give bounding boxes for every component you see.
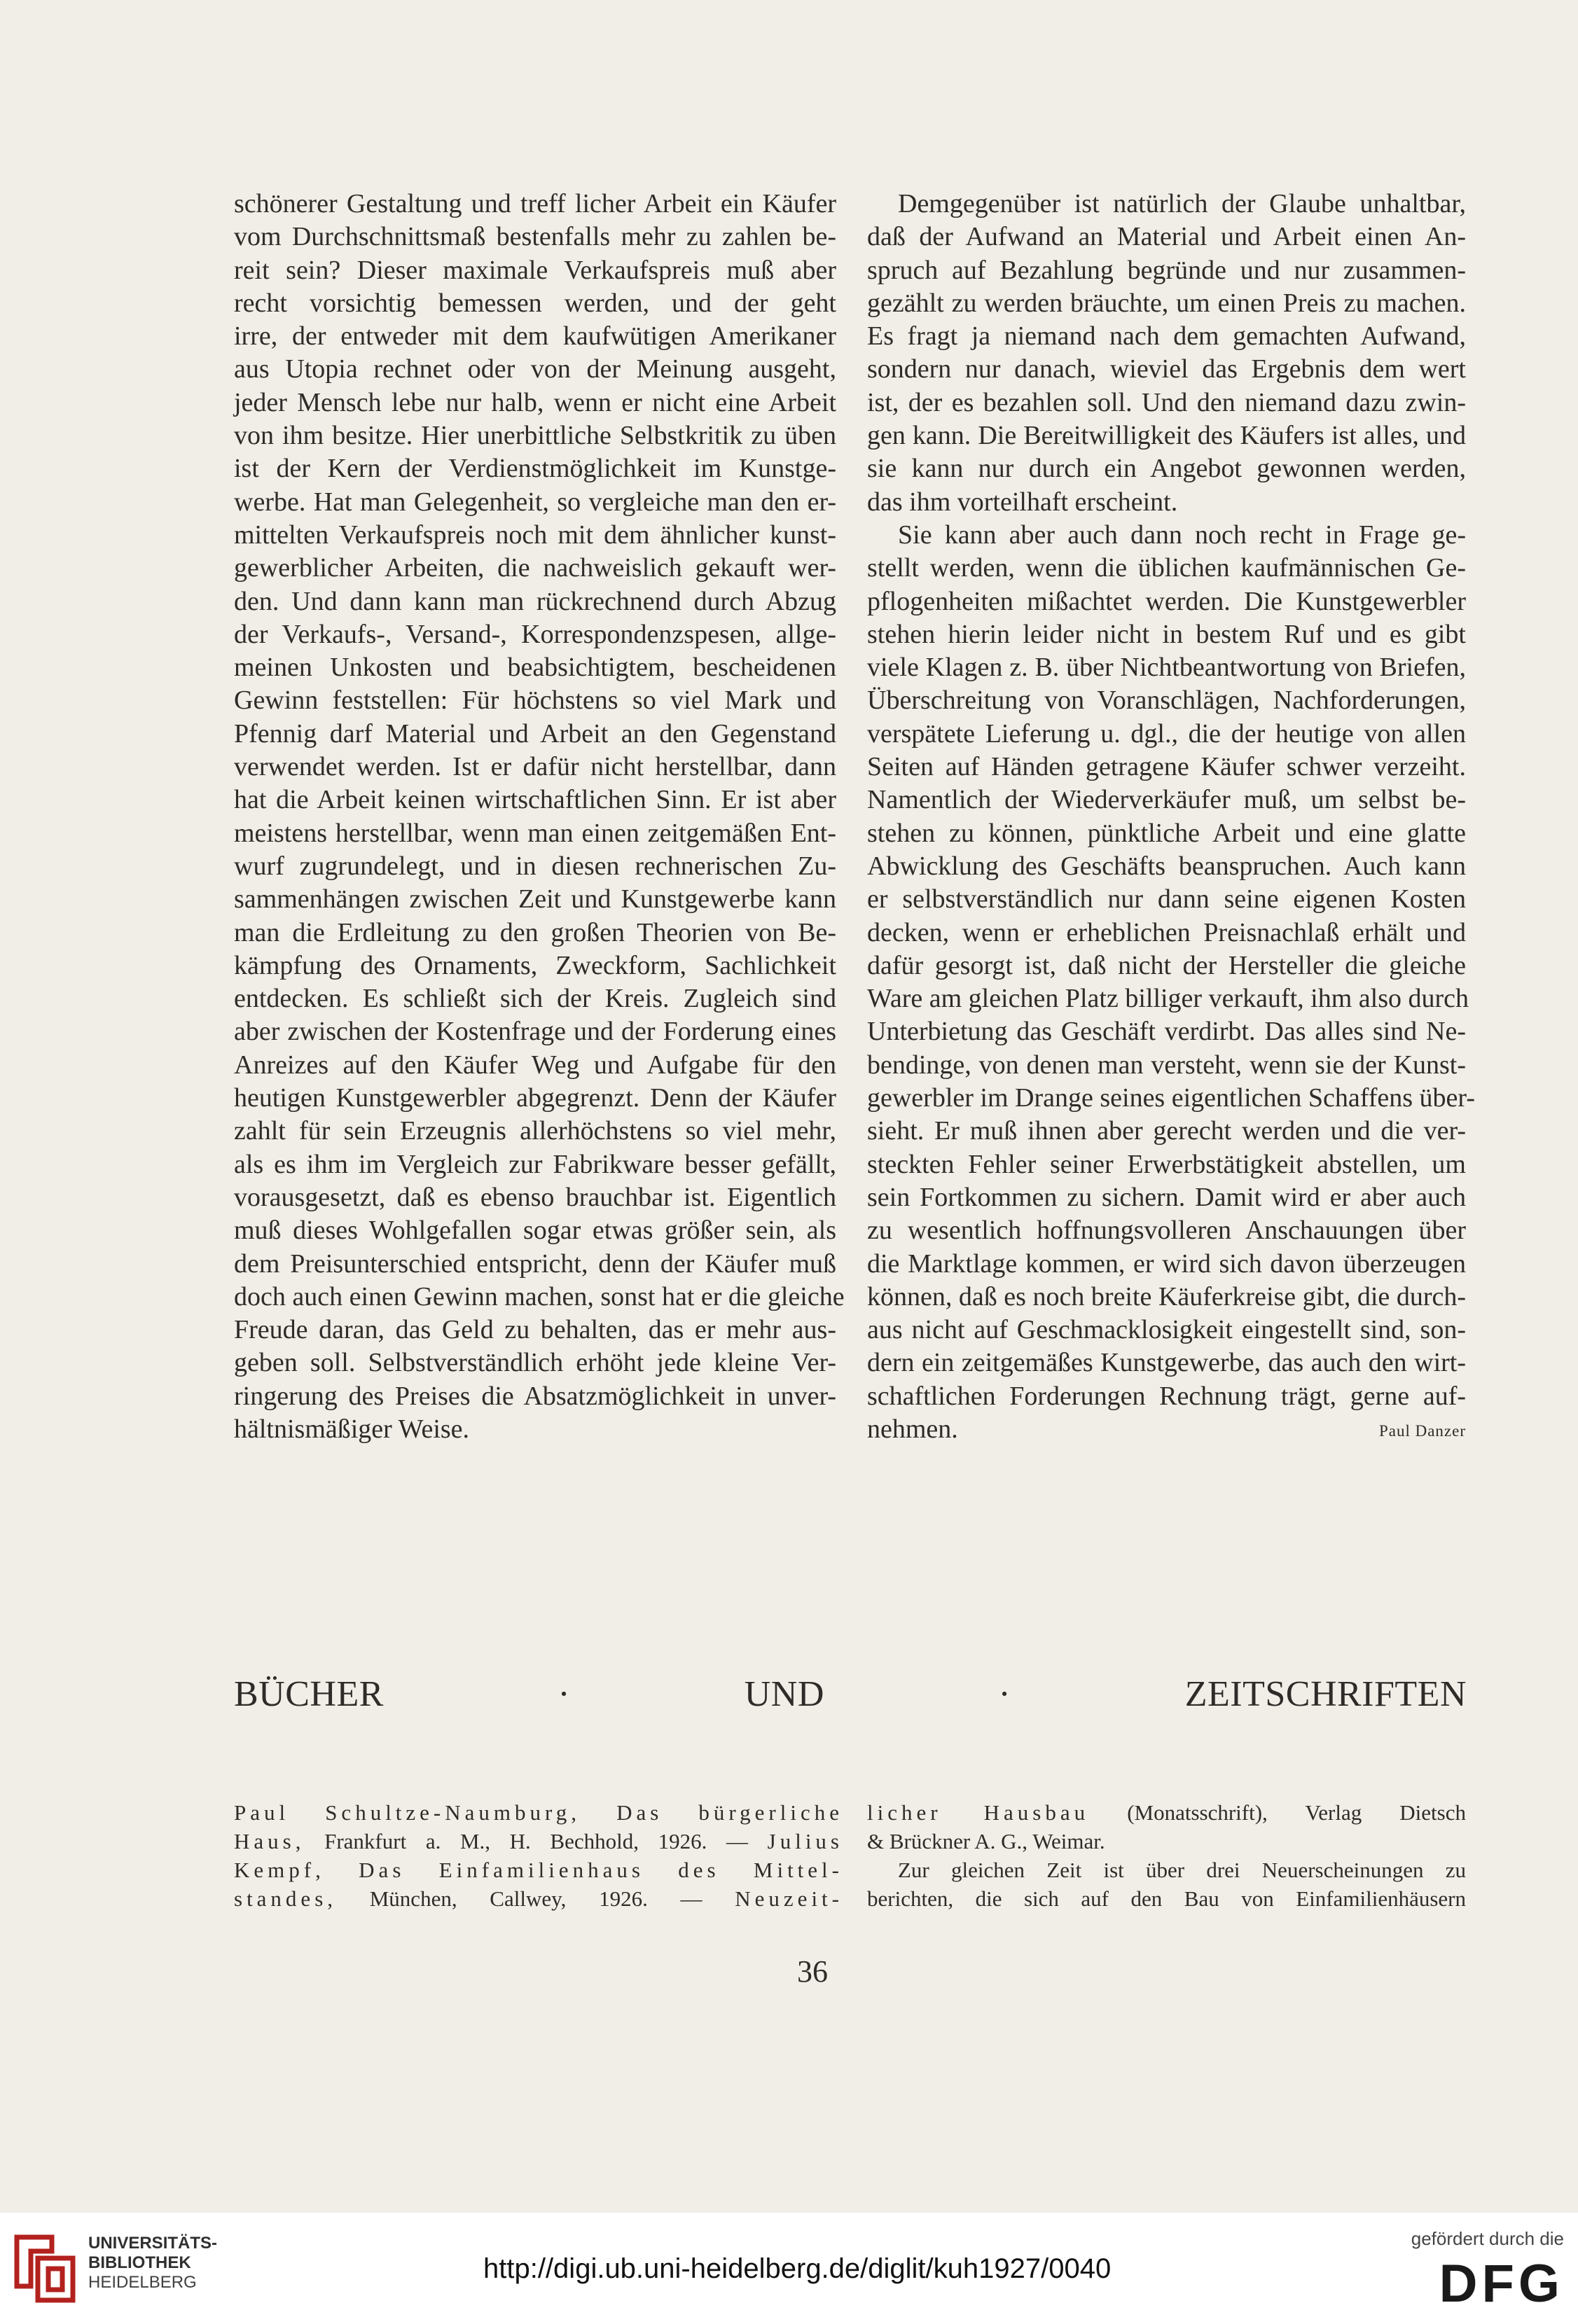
text-line: meistens herstellbar, wenn man einen zeitgemäßen Ent-: [234, 818, 836, 848]
text-line: pflogenheiten mißachtet werden. Die Kunstgewerbler: [867, 586, 1466, 616]
text-line: das ihm vorteilhaft erscheint.: [867, 487, 1178, 517]
text-line: steckten Fehler seiner Erwerbstätigkeit abstellen, um: [867, 1149, 1466, 1179]
text-line: ringerung des Preises die Absatzmöglichkeit in unver-: [234, 1381, 836, 1411]
text-line: schaftlichen Forderungen Rechnung trägt, gerne auf-: [867, 1381, 1466, 1411]
text-line: verspätete Lieferung u. dgl., die der heutige von allen: [867, 718, 1466, 749]
text-line: mittelten Verkaufspreis noch mit dem ähnlicher kunst-: [234, 520, 836, 550]
bib-line: Zur gleichen Zeit ist über drei Neuerscheinungen zu: [898, 1858, 1466, 1882]
text-line: dem Preisunterschied entspricht, denn der Käufer muß: [234, 1248, 836, 1279]
text-line: Gewinn feststellen: Für höchstens so viel Mark und: [234, 686, 836, 716]
text-line: gezählt zu werden bräuchte, um einen Preis zu machen.: [867, 288, 1466, 318]
text-line: kämpfung des Ornaments, Zweckform, Sachlichkeit: [234, 950, 836, 980]
text-line: jeder Mensch lebe nur halb, wenn er nicht eine Arbeit: [234, 387, 836, 417]
library-name-line: UNIVERSITÄTS-: [88, 2234, 218, 2253]
text-line: Freude daran, das Geld zu behalten, das er mehr aus-: [234, 1315, 836, 1345]
text-line: Unterbietung das Geschäft verdirbt. Das alles sind Ne-: [867, 1017, 1466, 1047]
text-line: irre, der entweder mit dem kaufwütigen Amerikaner: [234, 321, 836, 352]
bib-line: [234, 1884, 843, 1913]
text-line: sondern nur danach, wieviel das Ergebnis dem wert: [867, 354, 1466, 384]
bib-line: [234, 1798, 843, 1827]
text-line: sammenhängen zwischen Zeit und Kunstgewerbe kann: [234, 884, 836, 914]
text-line: recht vorsichtig bemessen werden, und der geht: [234, 288, 836, 318]
dfg-logo: DFG: [1439, 2254, 1564, 2313]
bib-line: & Brückner A. G., Weimar.: [867, 1829, 1105, 1853]
text-line: Abwicklung des Geschäfts beanspruchen. Auch kann: [867, 851, 1466, 881]
text-line: daß der Aufwand an Material und Arbeit einen An-: [867, 222, 1466, 252]
text-line: aber zwischen der Kostenfrage und der Forderung eines: [234, 1017, 836, 1047]
text-line: aus Utopia rechnet oder von der Meinung ausgeht,: [234, 354, 836, 384]
text-line: stellt werden, wenn die üblichen kaufmännischen Ge-: [867, 553, 1466, 583]
text-line: reit sein? Dieser maximale Verkaufspreis muß aber: [234, 255, 836, 285]
text-line: können, daß es noch breite Käuferkreise gibt, die durch-: [867, 1281, 1466, 1311]
text-line: den. Und dann kann man rückrechnend durch Abzug: [234, 586, 836, 616]
bib-title: standes,: [234, 1886, 338, 1911]
bib-author: Julius: [767, 1829, 843, 1853]
text-line: Pfennig darf Material und Arbeit an den Gegenstand: [234, 718, 836, 749]
bib-text: München, Callwey, 1926. —: [337, 1886, 735, 1911]
bib-text: Frankfurt a. M., H. Bechhold, 1926. —: [305, 1829, 768, 1853]
text-line: stehen zu können, pünktliche Arbeit und eine glatte: [867, 818, 1466, 848]
bib-title: Neuzeit-: [735, 1886, 843, 1911]
library-name: [88, 2234, 217, 2292]
text-line: spruch auf Bezahlung begründe und nur zusammen-: [867, 255, 1466, 285]
digitization-footer: [0, 2213, 1578, 2324]
text-line: vom Durchschnittsmaß bestenfalls mehr zu zahlen be-: [234, 222, 836, 252]
text-line: verwendet werden. Ist er dafür nicht herstellbar, dann: [234, 752, 836, 782]
article-left-column: [234, 188, 845, 1446]
bib-line: [234, 1827, 843, 1856]
text-line: dafür gesorgt ist, daß nicht der Hersteller die gleiche: [867, 950, 1466, 980]
text-line: nehmen.: [867, 1414, 958, 1444]
text-line: Namentlich der Wiederverkäufer muß, um selbst be-: [867, 785, 1466, 815]
text-line: sieht. Er muß ihnen aber gerecht werden und die ver-: [867, 1116, 1466, 1146]
article-right-column: [867, 188, 1475, 1446]
text-line: werbe. Hat man Gelegenheit, so vergleiche man den er-: [234, 487, 836, 517]
text-line: der Verkaufs-, Versand-, Korrespondenzspesen, allge-: [234, 619, 836, 649]
text-line: ist der Kern der Verdienstmöglichkeit im Kunstge-: [234, 454, 836, 484]
text-line: meinen Unkosten und beabsichtigtem, bescheidenen: [234, 653, 836, 683]
bib-text: Kempf, Das Einfamilienhaus des Mittel-: [234, 1858, 843, 1882]
text-line: Ware am gleichen Platz billiger verkauft, ihm also durch: [867, 984, 1469, 1014]
text-line: Es fragt ja niemand nach dem gemachten Aufwand,: [867, 321, 1466, 352]
book-review-left-column: [234, 1798, 843, 1913]
text-line: Seiten auf Händen getragene Käufer schwer verzeiht.: [867, 752, 1466, 782]
text-line: doch auch einen Gewinn machen, sonst hat er die gleiche: [234, 1281, 845, 1311]
text-line: zu wesentlich hoffnungsvolleren Anschauungen über: [867, 1216, 1466, 1246]
text-line: zahlt für sein Erzeugnis allerhöchstens so viel mehr,: [234, 1116, 836, 1146]
text-line: gewerbler im Drange seines eigentlichen Schaffens über-: [867, 1083, 1475, 1113]
text-line: entdecken. Es schließt sich der Kreis. Zugleich sind: [234, 984, 836, 1014]
bib-text: Paul Schultze-Naumburg, Das bürgerliche: [234, 1800, 843, 1825]
text-line: stehen hierin leider nicht in bestem Ruf und es gibt: [867, 619, 1466, 649]
permalink-url[interactable]: http://digi.ub.uni-heidelberg.de/diglit/kuh1927/0040: [483, 2253, 1112, 2284]
text-line: die Marktlage kommen, er wird sich davon überzeugen: [867, 1248, 1466, 1279]
text-line: Anreizes auf den Käufer Weg und Aufgabe für den: [234, 1050, 836, 1080]
text-line: sie kann nur durch ein Angebot gewonnen werden,: [867, 454, 1466, 484]
text-line: Demgegenüber ist natürlich der Glaube unhaltbar,: [898, 189, 1466, 218]
text-line: hältnismäßiger Weise.: [234, 1414, 470, 1444]
section-heading: BÜCHER · UND · ZEITSCHRIFTEN: [234, 1674, 1467, 1714]
book-review-right-column: [867, 1798, 1466, 1913]
text-line: heutigen Kunstgewerbler abgegrenzt. Denn der Käufer: [234, 1083, 836, 1113]
text-line: dern ein zeitgemäßes Kunstgewerbe, das auch den wirt-: [867, 1348, 1466, 1378]
text-line: er selbstverständlich nur dann seine eigenen Kosten: [867, 884, 1466, 914]
author-signature: Paul Danzer: [1378, 1422, 1466, 1440]
bib-line: [867, 1798, 1466, 1827]
text-line: vorausgesetzt, daß es ebenso brauchbar ist. Eigentlich: [234, 1182, 836, 1212]
library-logo-icon: [10, 2230, 80, 2307]
text-line: aus nicht auf Geschmacklosigkeit eingestellt sind, son-: [867, 1315, 1466, 1345]
text-line: Überschreitung von Voranschlägen, Nachforderungen,: [867, 686, 1466, 716]
text-line: gewerblicher Arbeiten, die nachweislich gekauft wer-: [234, 553, 836, 583]
bib-title: licher Hausbau: [867, 1800, 1090, 1825]
page-number: 36: [797, 1954, 828, 1989]
text-line: Sie kann aber auch dann noch recht in Frage ge-: [898, 520, 1466, 550]
text-line: als es ihm im Vergleich zur Fabrikware besser gefällt,: [234, 1149, 836, 1179]
bib-text: (Monatsschrift), Verlag Dietsch: [1089, 1800, 1466, 1825]
funding-label: gefördert durch die: [1411, 2228, 1564, 2249]
text-line: man die Erdleitung zu den großen Theorien von Be-: [234, 917, 836, 947]
text-line: muß dieses Wohlgefallen sogar etwas größer sein, als: [234, 1216, 836, 1246]
text-line: wurf zugrundelegt, und in diesen rechnerischen Zu-: [234, 851, 836, 881]
text-line: sein Fortkommen zu sichern. Damit wird er aber auch: [867, 1182, 1466, 1212]
text-line: gen kann. Die Bereitwilligkeit des Käufers ist alles, und: [867, 421, 1466, 451]
text-line: hat die Arbeit keinen wirtschaftlichen Sinn. Er ist aber: [234, 785, 836, 815]
text-line: schönerer Gestaltung und treff licher Arbeit ein Käufer: [234, 189, 836, 218]
bib-title: Haus,: [234, 1829, 305, 1853]
bib-line: [234, 1856, 843, 1884]
text-line: decken, wenn er erheblichen Preisnachlaß erhält und: [867, 917, 1466, 947]
text-line: ist, der es bezahlen soll. Und den niemand dazu zwin-: [867, 387, 1466, 417]
library-name-line: HEIDELBERG: [88, 2273, 197, 2292]
bib-line: berichten, die sich auf den Bau von Einfamilienhäusern: [867, 1886, 1466, 1911]
text-line: von ihm besitze. Hier unerbittliche Selbstkritik zu üben: [234, 421, 836, 451]
library-name-line: BIBLIOTHEK: [88, 2253, 191, 2272]
text-line: bendinge, von denen man versteht, wenn sie der Kunst-: [867, 1050, 1466, 1080]
text-line: viele Klagen z. B. über Nichtbeantwortung von Briefen,: [867, 653, 1466, 683]
text-line: geben soll. Selbstverständlich erhöht jede kleine Ver-: [234, 1348, 836, 1378]
